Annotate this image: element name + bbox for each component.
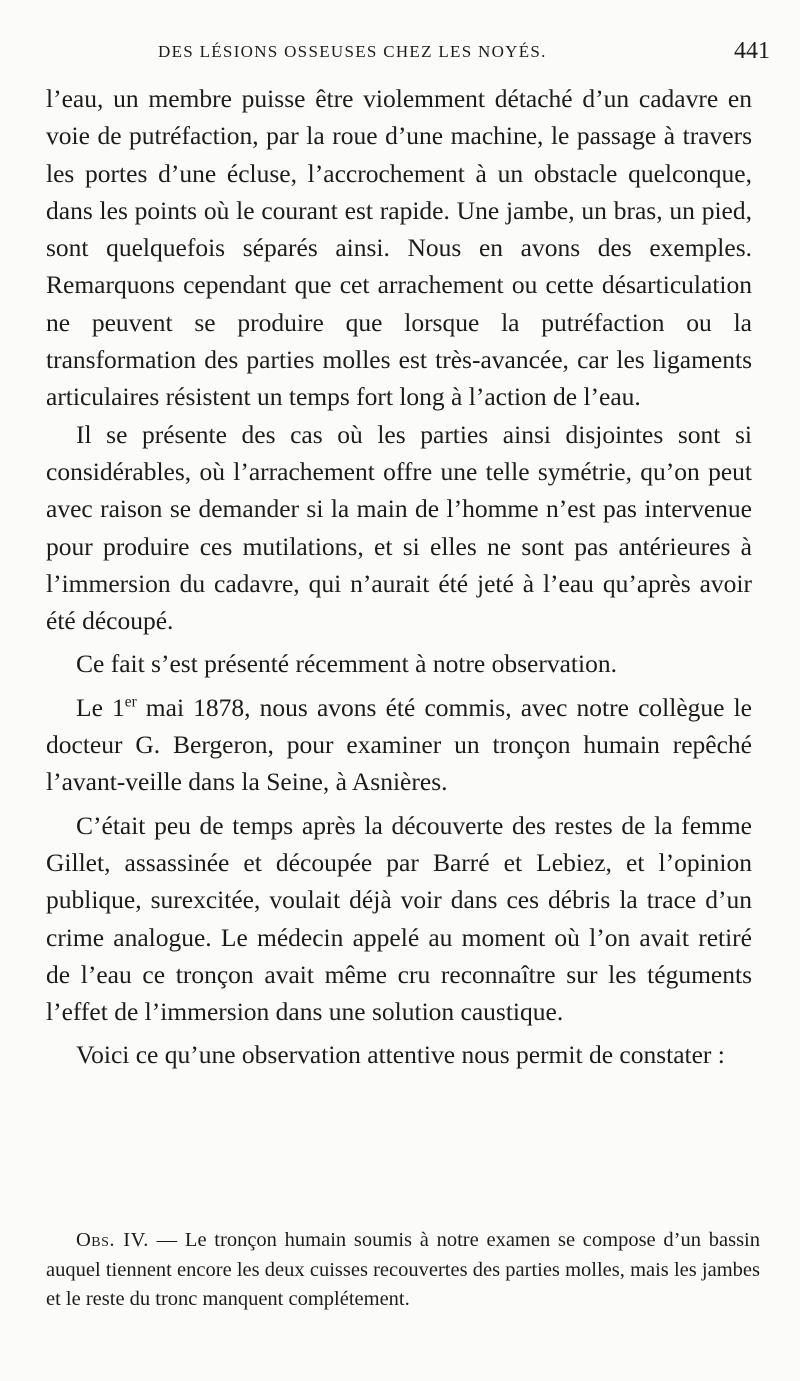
running-head xyxy=(150,38,770,68)
date-rest: mai 1878, nous avons été commis, avec notre collègue le docteur G. Bergeron, pour examiner un tronçon humain repêché l’avant-veille dans la Seine, à Asnières. xyxy=(46,692,752,797)
paragraph-continuation: l’eau, un membre puisse être violemment détaché d’un cadavre en voie de putréfaction, par la roue d’une machine, le passage à travers les portes d’une écluse, l’accrochement à un obstacle quelconque, dans les points où le courant est rapide. Une jambe, un bras, un pied, sont quelquefois séparés ainsi. Nous en avons des exemples. Remarquons cependant que cet arrachement ou cette désarticulation ne peuvent se produire que lorsque la putréfaction ou la transformation des parties molles est très-avancée, car les ligaments articulaires résistent un temps fort long à l’action de l’eau. xyxy=(46,84,752,412)
date-ordinal-superscript: er xyxy=(124,693,137,711)
body-text xyxy=(46,80,752,1074)
observation-paragraph xyxy=(46,1226,760,1315)
observation-block xyxy=(46,1226,760,1315)
page-number: 441 xyxy=(734,38,770,64)
paragraph-date-commission xyxy=(46,689,752,801)
paragraph-observation-intro: Voici ce qu’une observation attentive nous permit de constater : xyxy=(76,1040,725,1070)
running-title: DES LÉSIONS OSSEUSES CHEZ LES NOYÉS. xyxy=(158,42,547,61)
paragraph-recent-case: Ce fait s’est présenté récemment à notre observation. xyxy=(76,649,617,679)
paragraph-disjointed-parts: Il se présente des cas où les parties ainsi disjointes sont si considérables, où l’arrachement offre une telle symétrie, qu’on peut avec raison se demander si la main de l’homme n’est pas intervenue pour produire ces mutilations, et si elles ne sont pas antérieures à l’immersion du cadavre, qui n’aurait été jeté à l’eau qu’après avoir été découpé. xyxy=(46,419,752,636)
date-day: Le 1 xyxy=(76,692,125,722)
paragraph-gillet-case: C’était peu de temps après la découverte des restes de la femme Gillet, assassinée et découpée par Barré et Lebiez, et l’opinion publique, surexcitée, voulait déjà voir dans ces débris la trace d’un crime analogue. Le médecin appelé au moment où l’on avait retiré de l’eau ce tronçon avait même cru reconnaître sur les téguments l’effet de l’immersion dans une solution caustique. xyxy=(46,810,752,1027)
observation-text: — Le tronçon humain soumis à notre examen se compose d’un bassin auquel tiennent encore les deux cuisses recouvertes des parties molles, mais les jambes et le reste du tronc manquent complétement. xyxy=(46,1229,760,1310)
observation-label: Obs. IV. xyxy=(76,1229,149,1251)
